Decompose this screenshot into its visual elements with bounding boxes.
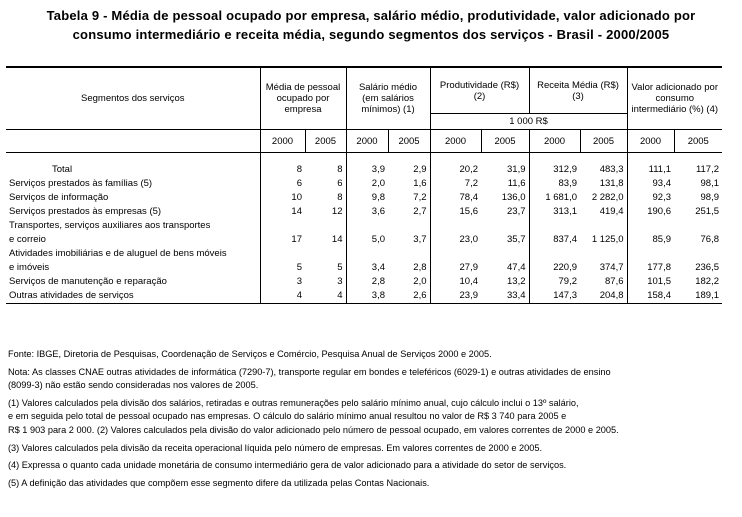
cell-value: 7,2 [413,191,427,203]
row-label: Total [52,163,73,175]
cell-value: 131,8 [599,177,624,189]
table-row [6,189,722,203]
note-line: (8099-3) não estão sendo consideradas nos valores de 2005. [8,380,259,391]
cell-value: 93,4 [627,175,674,189]
cell-value: 2,6 [388,287,430,304]
cell-value: 2,0 [346,175,388,189]
cell-value: 85,9 [627,231,674,245]
cell-value: 158,4 [627,287,674,304]
cell-value: 23,0 [430,231,481,245]
table-row [6,203,722,217]
header-receita: Receita Média (R$) (3) [529,67,627,114]
table-title-line-2: consumo intermediário e receita média, segundo segmentos dos serviços - Brasil - 2000/2005 [72,27,670,42]
row-label: Outras atividades de serviços [6,287,260,304]
cell-value: 8 [337,191,343,203]
table-title-line-1: Tabela 9 - Média de pessoal ocupado por empresa, salário médio, produtividade, valor adicionado por [46,8,696,23]
header-salario: Salário médio (em salários mínimos) (1) [346,67,430,130]
table-row [6,273,722,287]
footnote-2: R$ 1 903 para 2 000. (2) Valores calculados pela divisão do valor adicionado pelo número de pessoal ocupado, em valores correntes de 2000 e 2005. [8,424,619,435]
cell-value: 101,5 [627,273,674,287]
row-label: e correio [9,233,46,245]
cell-value: 78,4 [430,189,481,203]
cell-value: 31,9 [507,163,526,175]
cell-value: 2,8 [346,273,388,287]
cell-value: 147,3 [529,287,580,304]
cell-value: 177,8 [627,259,674,273]
cell-value: 5 [260,259,305,273]
row-label: Serviços de manutenção e reparação [9,275,167,287]
year-header: 2000 [430,130,481,153]
footnote-1: e em seguida pelo total de pessoal ocupado nas empresas. O cálculo do salário mínimo anual resultou no valor de R$ 3 740 para 2005 e [8,411,567,422]
cell-value: 2,7 [413,205,427,217]
cell-value: 76,8 [700,233,720,245]
cell-value: 483,3 [599,163,624,175]
cell-value: 98,1 [700,177,720,189]
cell-value: 9,8 [346,189,388,203]
table-row [6,231,722,245]
year-header: 2005 [305,130,346,153]
footnote-1: (1) Valores calculados pela divisão dos salários, retiradas e outras remunerações pelo salário mínimo anual, cujo cálculo inclui o 13º salário, [8,397,579,408]
year-header: 2000 [529,130,580,153]
cell-value: 6 [337,177,343,189]
cell-value: 190,6 [627,203,674,217]
cell-value: 204,8 [580,287,627,304]
cell-value: 3,8 [346,287,388,304]
cell-value: 4 [260,287,305,304]
cell-value: 189,1 [674,287,722,304]
cell-value: 87,6 [605,275,624,287]
cell-value: 14 [331,233,343,245]
cell-value: 79,2 [529,273,580,287]
cell-value: 3,7 [413,233,427,245]
cell-value: 14 [260,203,305,217]
cell-value: 1 125,0 [591,233,624,245]
cell-value: 136,0 [501,191,526,203]
cell-value: 251,5 [695,205,720,217]
cell-value: 47,4 [507,261,526,273]
cell-value: 12 [331,205,343,217]
header-valor-adicionado: Valor adicionado por consumo intermediário (%) (4) [627,67,722,130]
row-label: Serviços prestados às empresas (5) [9,205,162,217]
footnote-4: (4) Expressa o quanto cada unidade monetária de consumo intermediário gera de valor adicionado para a atividade do setor de serviços. [8,460,567,471]
table-row [6,175,722,189]
row-label: Serviços prestados às famílias (5) [9,177,153,189]
cell-value: 13,2 [507,275,526,287]
cell-value: 11,6 [507,177,526,189]
year-header-row [6,130,722,153]
cell-value: 17 [260,231,305,245]
cell-value: 236,5 [695,261,720,273]
table-row [6,287,722,304]
cell-value: 5,0 [346,231,388,245]
cell-value: 23,7 [507,205,526,217]
table-row-label-continued [6,217,722,231]
cell-value: 1 681,0 [529,189,580,203]
cell-value: 8 [337,163,343,175]
year-header: 2000 [627,130,674,153]
source-note: Fonte: IBGE, Diretoria de Pesquisas, Coordenação de Serviços e Comércio, Pesquisa Anual de Serviços 2000 e 2005. [8,349,492,359]
cell-value: 10 [260,189,305,203]
cell-value: 111,1 [627,153,674,175]
footnote-5: (5) A definição das atividades que compõem esse segmento difere da utilizada pelas Contas Nacionais. [8,477,430,488]
cell-value: 5 [337,261,343,273]
cell-value: 3,6 [346,203,388,217]
year-header: 2005 [388,130,430,153]
cell-value: 4 [305,287,346,304]
cell-value: 98,9 [700,191,720,203]
cell-value: 3,9 [346,153,388,175]
cell-value: 35,7 [507,233,526,245]
cell-value: 182,2 [695,275,720,287]
cell-value: 7,2 [430,175,481,189]
cell-value: 2,8 [413,261,427,273]
year-header: 2005 [674,130,722,153]
cell-value: 313,1 [529,203,580,217]
row-label: Atividades imobiliárias e de aluguel de bens móveis [9,247,227,259]
cell-value: 220,9 [529,259,580,273]
cell-value: 419,4 [599,205,624,217]
year-header: 2005 [580,130,627,153]
cell-value: 83,9 [529,175,580,189]
cell-value: 8 [260,153,305,175]
table-row-label-continued [6,245,722,259]
year-header: 2000 [260,130,305,153]
cell-value: 2,9 [413,163,427,175]
cell-value: 6 [260,175,305,189]
note-line: Nota: As classes CNAE outras atividades de informática (7290-7), transporte regular em bondes e teleféricos (6029-1) e outras atividades de ensino [8,366,611,377]
cell-value: 1,6 [413,177,427,189]
table-row [6,259,722,273]
cell-value: 117,2 [695,163,720,175]
cell-value: 20,2 [430,153,481,175]
cell-value: 3 [337,275,343,287]
cell-value: 2,0 [413,275,427,287]
row-label: e imóveis [9,261,50,273]
year-header: 2000 [346,130,388,153]
cell-value: 2 282,0 [591,191,624,203]
header-produtividade: Produtividade (R$) (2) [430,67,529,114]
cell-value: 33,4 [481,287,529,304]
cell-value: 10,4 [430,273,481,287]
notes-section [8,348,736,494]
row-label: Serviços de informação [9,191,109,203]
cell-value: 374,7 [599,261,624,273]
cell-value: 27,9 [430,259,481,273]
row-label: Transportes, serviços auxiliares aos transportes [9,219,211,231]
header-media-pessoal: Média de pessoal ocupado por empresa [260,67,346,130]
year-header: 2005 [481,130,529,153]
cell-value: 3 [260,273,305,287]
cell-value: 92,3 [627,189,674,203]
header-segments: Segmentos dos serviços [6,67,260,130]
footnote-3: (3) Valores calculados pela divisão da receita operacional líquida pelo número de empresas. Em valores correntes de 2000 e 2005. [8,442,543,453]
cell-value: 837,4 [529,231,580,245]
header-unit: 1 000 R$ [430,114,627,130]
cell-value: 23,9 [430,287,481,304]
data-table [6,66,722,304]
cell-value: 3,4 [346,259,388,273]
cell-value: 312,9 [529,153,580,175]
table-row [6,153,722,175]
cell-value: 15,6 [430,203,481,217]
